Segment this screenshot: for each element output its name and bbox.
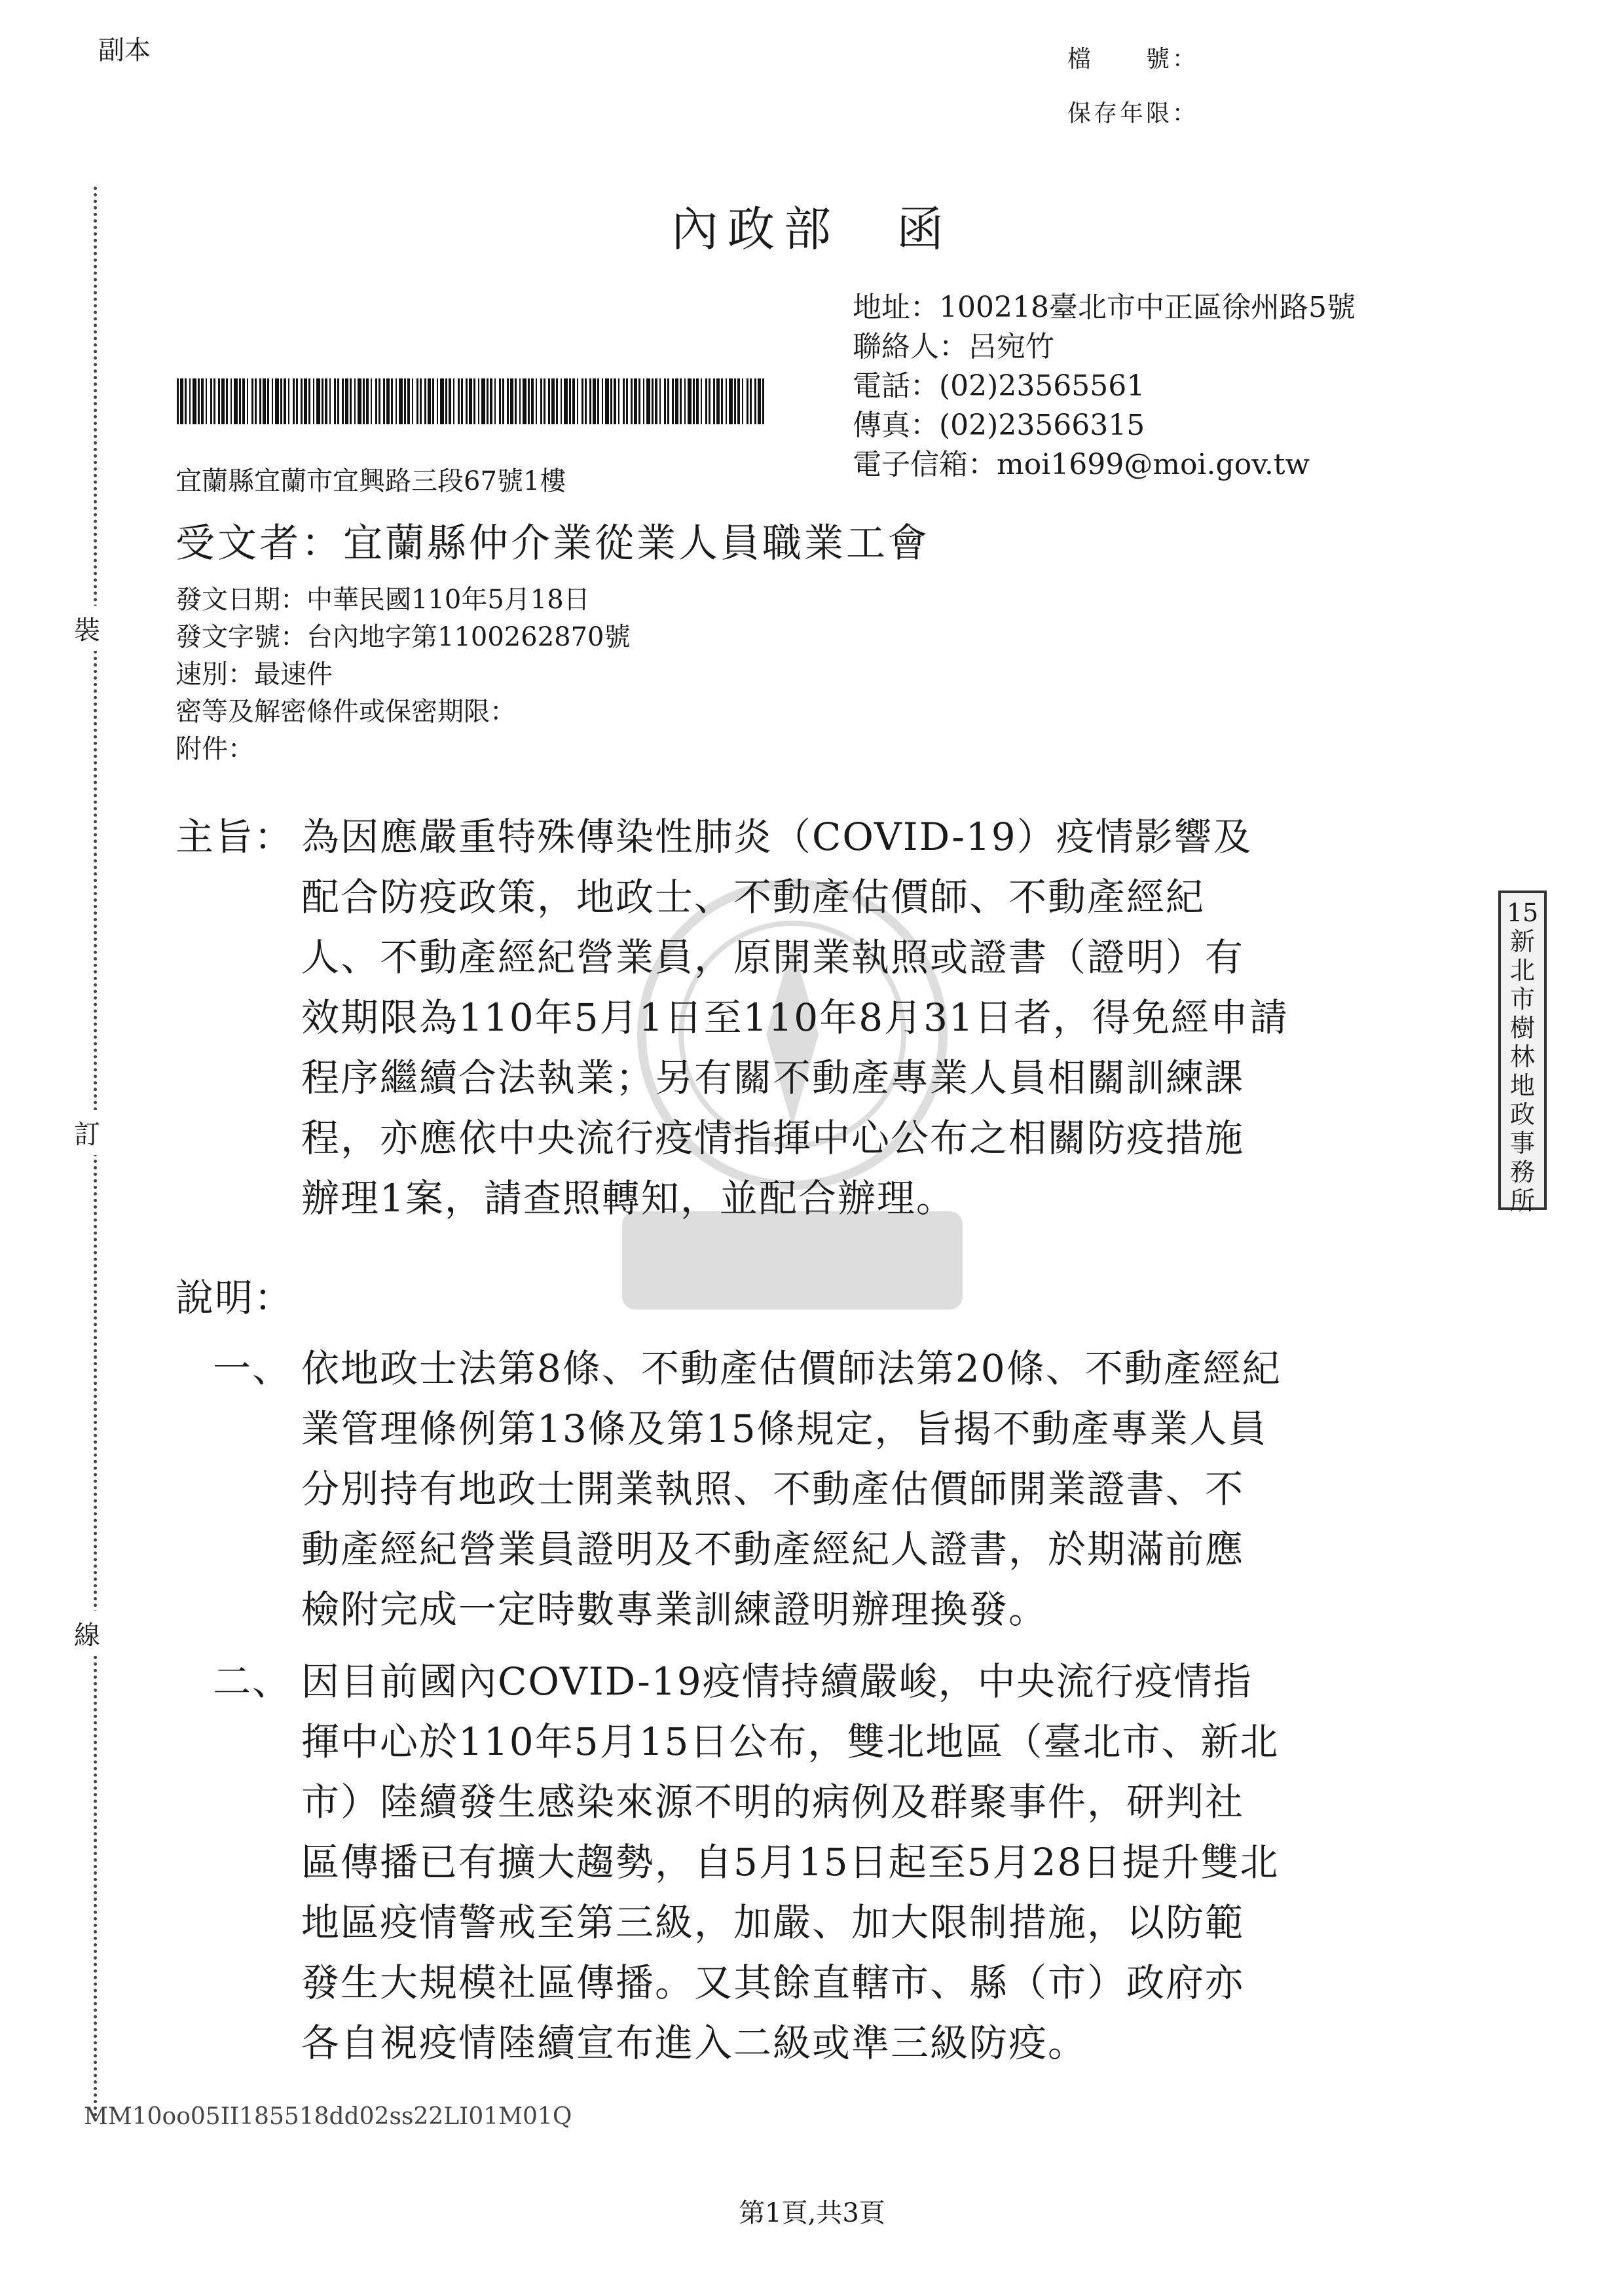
barcode-bar <box>705 378 707 424</box>
barcode-bar <box>652 378 654 424</box>
barcode-bar <box>213 378 215 424</box>
barcode-bar <box>551 378 555 424</box>
barcode-bar <box>502 378 504 424</box>
barcode-bar <box>469 378 472 424</box>
barcode-bar <box>709 378 710 424</box>
barcode-bar <box>239 378 241 424</box>
explanation-line: 檢附完成一定時數專業訓練證明辦理換發。 <box>301 1587 1048 1632</box>
barcode-bar <box>561 378 562 424</box>
barcode-bar <box>177 378 179 424</box>
barcode-bar <box>449 378 451 424</box>
issue-number: 發文字號：台內地字第1100262870號 <box>175 622 631 652</box>
barcode-bar <box>696 378 699 424</box>
barcode-bar <box>737 378 740 424</box>
barcode-bar <box>354 378 356 424</box>
barcode-bar <box>531 378 534 424</box>
barcode-bar <box>386 378 390 424</box>
barcode-bar <box>602 378 603 424</box>
barcode-bar <box>507 378 509 424</box>
barcode-bar <box>371 378 372 424</box>
barcode-bar <box>605 378 609 424</box>
barcode-bar <box>259 378 261 424</box>
subject-line: 人、不動產經紀營業員，原開業執照或證書（證明）有 <box>301 935 1245 980</box>
barcode-bar <box>363 378 365 424</box>
barcode-bar <box>412 378 413 424</box>
barcode-bar <box>581 378 583 424</box>
barcode-bar <box>499 378 501 424</box>
contact-phone: 電話：(02)23565561 <box>853 369 1145 403</box>
barcode-bar <box>284 378 286 424</box>
barcode-bar <box>646 378 650 424</box>
barcode-bar <box>432 378 434 424</box>
barcode-bar <box>272 378 273 424</box>
recipient: 受文者：宜蘭縣仲介業從業人員職業工會 <box>175 521 930 566</box>
barcode-bar <box>747 378 748 424</box>
barcode-bar <box>655 378 657 424</box>
barcode-bar <box>304 378 307 424</box>
barcode-bar <box>614 378 616 424</box>
barcode-bar <box>342 378 344 424</box>
barcode-bar <box>428 378 431 424</box>
barcode-bar <box>280 378 282 424</box>
barcode-bar <box>758 378 761 424</box>
barcode-bar <box>643 378 644 424</box>
barcode-bar <box>672 378 674 424</box>
barcode-bar <box>440 378 444 424</box>
file-number-label: 檔 號： <box>1067 46 1199 73</box>
barcode-bar <box>234 378 238 424</box>
explanation-line: 市）陸續發生感染來源不明的病例及群聚事件，研判社 <box>301 1780 1245 1824</box>
barcode-bar <box>675 378 678 424</box>
barcode-bar <box>345 378 348 424</box>
issue-date: 發文日期：中華民國110年5月18日 <box>175 585 590 615</box>
barcode-bar <box>198 378 200 424</box>
barcode-bar <box>659 378 661 424</box>
barcode-bar <box>458 378 460 424</box>
barcode-bar <box>519 378 521 424</box>
barcode-bar <box>424 378 426 424</box>
barcode-bar <box>523 378 526 424</box>
barcode-bar <box>734 378 736 424</box>
copy-mark: 副本 <box>98 35 151 65</box>
barcode-bar <box>754 378 756 424</box>
barcode-bar <box>638 378 640 424</box>
barcode-bar <box>375 378 377 424</box>
barcode-bar <box>288 378 289 424</box>
explanation-line: 依地政士法第8條、不動產估價師法第20條、不動產經紀 <box>301 1346 1282 1391</box>
barcode-bar <box>453 378 454 424</box>
barcode-bar <box>242 378 245 424</box>
barcode-bar <box>407 378 410 424</box>
barcode-bar <box>201 378 204 424</box>
barcode-bar <box>301 378 303 424</box>
barcode-bar <box>593 378 596 424</box>
barcode-bar <box>350 378 352 424</box>
document-code: MM10oo05II185518dd02ss22LI01M01Q <box>84 2103 572 2130</box>
explanation-line: 揮中心於110年5月15日公布，雙北地區（臺北市、新北 <box>301 1719 1280 1764</box>
barcode-bar <box>548 378 550 424</box>
explanation-line: 分別持有地政士開業執照、不動產估價師開業證書、不 <box>301 1467 1245 1511</box>
barcode-bar <box>383 378 385 424</box>
barcode-bar <box>626 378 628 424</box>
explanation-line: 業管理條例第13條及第15條規定，旨揭不動產專業人員 <box>301 1406 1268 1451</box>
retention-period-label: 保存年限： <box>1067 100 1199 127</box>
barcode-bar <box>293 378 295 424</box>
barcode-bar <box>713 378 715 424</box>
barcode-bar <box>221 378 225 424</box>
barcode-bar <box>481 378 485 424</box>
explanation-line: 各自視疫情陸續宣布進入二級或準三級防疫。 <box>301 2021 1088 2065</box>
barcode-bar <box>358 378 361 424</box>
barcode-bar <box>267 378 269 424</box>
binding-mark: 線 <box>74 1611 100 1656</box>
barcode-bar <box>577 378 578 424</box>
barcode-bar <box>572 378 575 424</box>
explanation-line: 發生大規模社區傳播。又其餘直轄市、縣（市）政府亦 <box>301 1960 1245 2005</box>
barcode-bar <box>337 378 339 424</box>
barcode-bar <box>404 378 406 424</box>
barcode-bar <box>631 378 633 424</box>
barcode-bar <box>437 378 438 424</box>
barcode-bar <box>684 378 686 424</box>
barcode-bar <box>247 378 248 424</box>
barcode-bar <box>536 378 537 424</box>
barcode-bar <box>721 378 723 424</box>
barcode-bar <box>478 378 479 424</box>
barcode-bar <box>378 378 380 424</box>
barcode-bar <box>316 378 320 424</box>
barcode-bar <box>528 378 530 424</box>
barcode-bar <box>296 378 298 424</box>
page-number: 第1頁,共3頁 <box>739 2198 885 2228</box>
contact-email: 電子信箱：moi1699@moi.gov.tw <box>853 448 1310 481</box>
binding-mark: 訂 <box>74 1110 100 1155</box>
barcode-bar <box>226 378 228 424</box>
barcode-bar <box>420 378 422 424</box>
barcode-bar <box>193 378 196 424</box>
barcode-bar <box>329 378 331 424</box>
barcode <box>177 378 766 424</box>
barcode-bar <box>325 378 327 424</box>
barcode-bar <box>589 378 591 424</box>
barcode-bar <box>544 378 545 424</box>
barcode-bar <box>490 378 492 424</box>
contact-block <box>853 288 1356 485</box>
subject-line: 配合防疫政策，地政士、不動產估價師、不動產經紀 <box>301 875 1206 919</box>
explanation-item-number: 二、 <box>213 1659 292 1704</box>
barcode-bar <box>623 378 625 424</box>
barcode-bar <box>569 378 571 424</box>
attachment: 附件： <box>175 734 254 764</box>
barcode-bar <box>322 378 323 424</box>
barcode-bar <box>556 378 558 424</box>
barcode-bar <box>445 378 447 424</box>
barcode-bar <box>308 378 310 424</box>
barcode-bar <box>263 378 266 424</box>
barcode-bar <box>564 378 568 424</box>
barcode-bar <box>750 378 752 424</box>
explanation-line: 區傳播已有擴大趨勢，自5月15日起至5月28日提升雙北 <box>301 1840 1280 1884</box>
barcode-bar <box>693 378 695 424</box>
barcode-bar <box>585 378 587 424</box>
contact-address: 地址：100218臺北市中正區徐州路5號 <box>853 291 1356 324</box>
barcode-bar <box>231 378 232 424</box>
barcode-bar <box>494 378 496 424</box>
barcode-bar <box>680 378 682 424</box>
barcode-bar <box>218 378 220 424</box>
barcode-bar <box>180 378 183 424</box>
barcode-bar <box>667 378 669 424</box>
subject-label: 主旨： <box>175 815 294 859</box>
barcode-bar <box>185 378 187 424</box>
barcode-bar <box>716 378 720 424</box>
contact-person: 聯絡人：呂宛竹 <box>853 330 1054 363</box>
barcode-bar <box>255 378 257 424</box>
barcode-bar <box>366 378 369 424</box>
barcode-bar <box>610 378 612 424</box>
barcode-bar <box>515 378 517 424</box>
receiving-stamp <box>1498 890 1547 1215</box>
subject-line: 程，亦應依中央流行疫情指揮中心公布之相關防疫措施 <box>301 1116 1245 1160</box>
barcode-bar <box>416 378 418 424</box>
issue-meta <box>175 581 631 768</box>
barcode-bar <box>688 378 692 424</box>
barcode-bar <box>396 378 397 424</box>
document-title: 內政部 函 <box>671 202 953 257</box>
barcode-bar <box>313 378 314 424</box>
barcode-bar <box>701 378 702 424</box>
barcode-bar <box>634 378 637 424</box>
barcode-bar <box>189 378 191 424</box>
barcode-bar <box>597 378 599 424</box>
barcode-bar <box>487 378 489 424</box>
barcode-bar <box>461 378 463 424</box>
explanation-line: 地區疫情警戒至第三級，加嚴、加大限制措施，以防範 <box>301 1900 1245 1945</box>
recipient-address: 宜蘭縣宜蘭市宜興路三段67號1樓 <box>175 466 566 496</box>
explanation-line: 因目前國內COVID-19疫情持續嚴峻，中央流行疫情指 <box>301 1659 1253 1704</box>
subject-line: 為因應嚴重特殊傳染性肺炎（COVID-19）疫情影響及 <box>301 815 1253 859</box>
barcode-bar <box>334 378 336 424</box>
barcode-bar <box>391 378 393 424</box>
explanation-line: 動產經紀營業員證明及不動產經紀人證書，於期滿前應 <box>301 1527 1245 1571</box>
barcode-bar <box>742 378 743 424</box>
barcode-bar <box>540 378 542 424</box>
delivery-speed: 速別：最速件 <box>175 659 333 689</box>
explanation-label: 說明： <box>175 1276 294 1320</box>
contact-fax: 傳真：(02)23566315 <box>853 409 1145 442</box>
receiving-stamp-text: 15新北市樹林地政事務所 <box>1506 898 1539 1215</box>
barcode-bar <box>210 378 212 424</box>
barcode-bar <box>399 378 403 424</box>
secrecy-level: 密等及解密條件或保密期限： <box>175 697 516 727</box>
subject-line: 效期限為110年5月1日至110年8月31日者，得免經申請 <box>301 995 1289 1040</box>
barcode-bar <box>206 378 207 424</box>
binding-mark: 裝 <box>74 606 100 651</box>
barcode-bar <box>664 378 666 424</box>
barcode-bar <box>473 378 475 424</box>
barcode-bar <box>726 378 727 424</box>
barcode-bar <box>510 378 513 424</box>
barcode-bar <box>466 378 468 424</box>
subject-line: 程序繼續合法執業；另有關不動產專業人員相關訓練課 <box>301 1056 1245 1100</box>
barcode-bar <box>729 378 733 424</box>
subject-line: 辦理1案，請查照轉知，並配合辦理。 <box>301 1176 955 1221</box>
barcode-bar <box>275 378 279 424</box>
explanation-item-number: 一、 <box>213 1346 292 1391</box>
barcode-bar <box>251 378 253 424</box>
barcode-bar <box>762 378 764 424</box>
barcode-bar <box>618 378 619 424</box>
